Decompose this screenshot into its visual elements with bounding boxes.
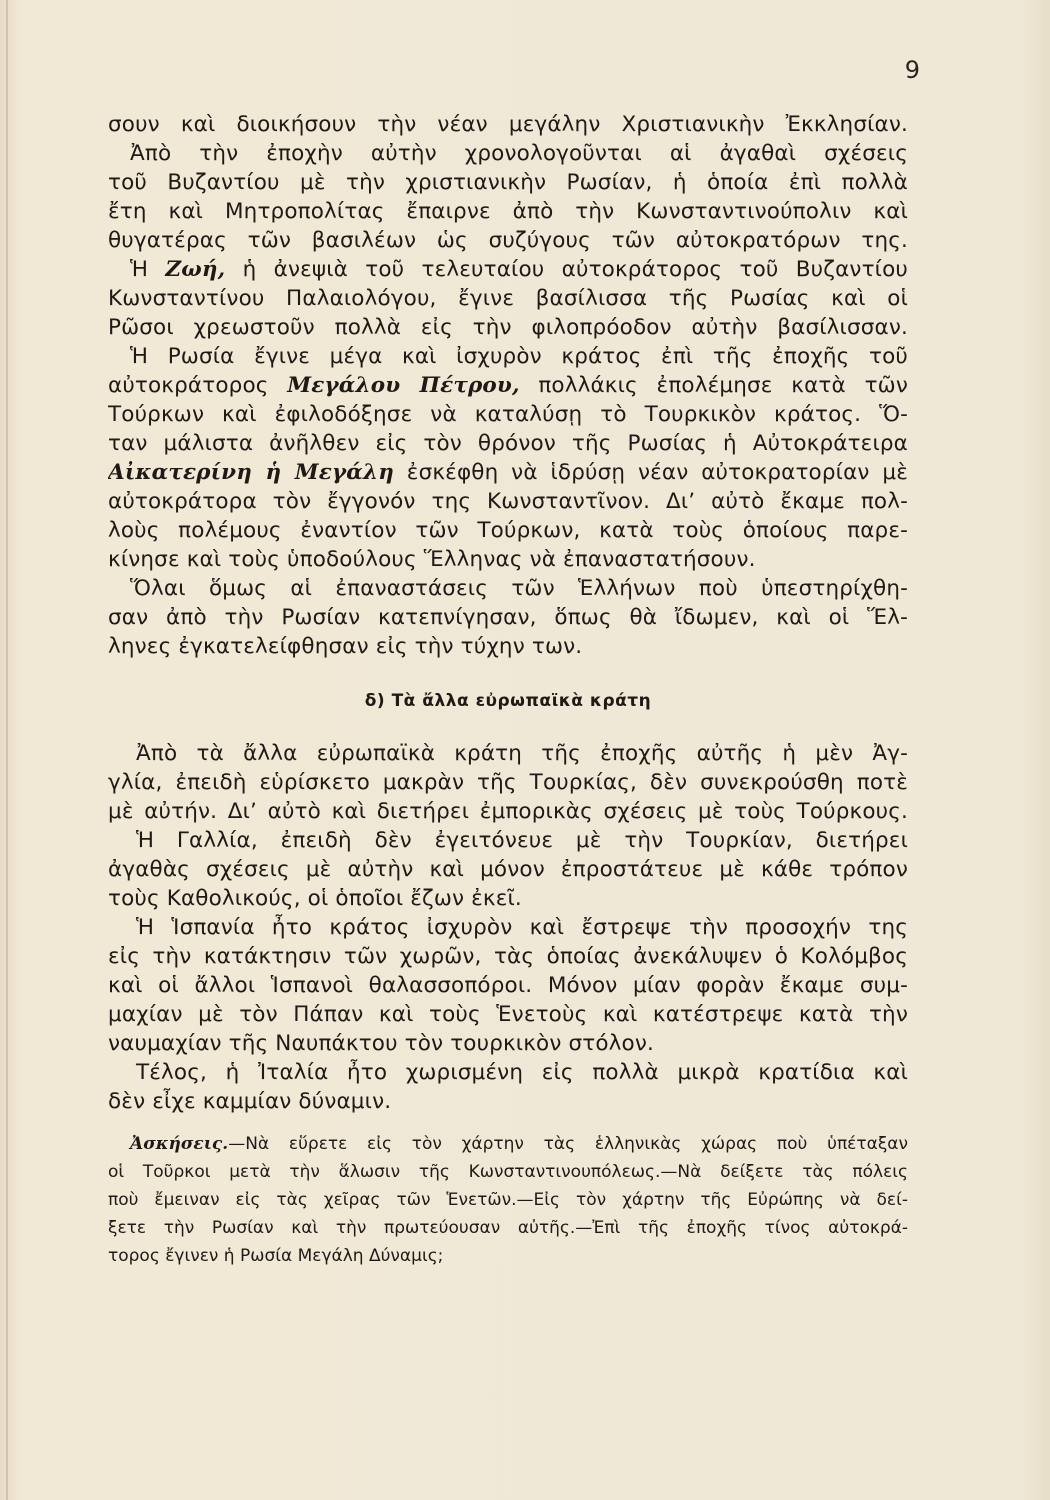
text-span: πολλάκις ἐπολέμησε κατὰ τῶν (519, 373, 908, 398)
text-line: δὲν εἶχε καμμίαν δύναμιν. (108, 1089, 392, 1114)
text-line: Κωνσταντίνου Παλαιολόγου, ἔγινε βασίλισσα τῆς Ρωσίας καὶ οἱ (108, 286, 908, 311)
text-line: ναυμαχίαν τῆς Ναυπάκτου τὸν τουρκικὸν στόλον. (108, 1031, 655, 1056)
text-span: ἡ ἀνεψιὰ τοῦ τελευταίου αὐτοκράτορος τοῦ Βυζαντίου (225, 257, 908, 282)
exercise-line (108, 1130, 908, 1158)
exercises-block (108, 1130, 908, 1270)
text-line (108, 458, 908, 487)
text-line: Τούρκων καὶ ἐφιλοδόξησε νὰ καταλύσῃ τὸ Τουρκικὸν κράτος. Ὅ- (108, 402, 908, 427)
text-line: θυγατέρας τῶν βασιλέων ὡς συζύγους τῶν αὐτοκρατόρων της. (108, 228, 908, 253)
text-line: Ἀπὸ τὰ ἄλλα εὐρωπαϊκὰ κράτη τῆς ἐποχῆς αὐτῆς ἡ μὲν Ἀγ- (136, 741, 908, 766)
exercise-line: ξετε τὴν Ρωσίαν καὶ τὴν πρωτεύουσαν αὐτῆς.—Ἐπὶ τῆς ἐποχῆς τίνος αὐτοκρά- (108, 1218, 908, 1238)
exercise-line: τορος ἔγινεν ἡ Ρωσία Μεγάλη Δύναμις; (108, 1246, 444, 1266)
emphasis-catherine: Αἰκατερίνη ἡ Μεγάλη (108, 460, 394, 485)
text-line: Ἡ Ρωσία ἔγινε μέγα καὶ ἰσχυρὸν κράτος ἐπὶ τῆς ἐποχῆς τοῦ (130, 344, 908, 369)
text-line: τοὺς Καθολικούς, οἱ ὁποῖοι ἔζων ἐκεῖ. (108, 886, 522, 911)
text-line: μὲ αὐτήν. Διʼ αὐτὸ καὶ διετήρει ἐμπορικὰς σχέσεις μὲ τοὺς Τούρκους. (108, 799, 908, 824)
body-text (108, 110, 908, 1270)
text-span: Ἡ (130, 257, 166, 282)
exercise-line: ποὺ ἔμειναν εἰς τὰς χεῖρας τῶν Ἑνετῶν.—Εἰς τὸν χάρτην τῆς Εὐρώπης νὰ δεί- (108, 1190, 908, 1210)
emphasis-peter: Μεγάλου Πέτρου, (287, 373, 520, 398)
text-line: Ἡ Ἱσπανία ἦτο κράτος ἰσχυρὸν καὶ ἔστρεψε τὴν προσοχήν της (136, 915, 908, 940)
text-line: εἰς τὴν κατάκτησιν τῶν χωρῶν, τὰς ὁποίας ἀνεκάλυψεν ὁ Κολόμβος (108, 944, 908, 969)
text-line: γλία, ἐπειδὴ εὑρίσκετο μακρὰν τῆς Τουρκίας, δὲν συνεκρούσθη ποτὲ (108, 770, 908, 795)
text-span: ἐσκέφθη νὰ ἱδρύσῃ νέαν αὐτοκρατορίαν μὲ (393, 460, 908, 485)
text-line: Ἀπὸ τὴν ἐποχὴν αὐτὴν χρονολογοῦνται αἱ ἀγαθαὶ σχέσεις (130, 141, 908, 166)
text-line: Ὅλαι ὅμως αἱ ἐπαναστάσεις τῶν Ἑλλήνων ποὺ ὑπεστηρίχθη- (130, 576, 908, 601)
text-line: καὶ οἱ ἄλλοι Ἱσπανοὶ θαλασσοπόροι. Μόνον μίαν φορὰν ἔκαμε συμ- (108, 973, 908, 998)
exercise-line: οἱ Τοῦρκοι μετὰ τὴν ἅλωσιν τῆς Κωνσταντινουπόλεως.—Νὰ δείξετε τὰς πόλεις (108, 1162, 908, 1182)
section-heading: δ) Τὰ ἄλλα εὐρωπαϊκὰ κράτη (364, 691, 652, 711)
text-line: Τέλος, ἡ Ἰταλία ἦτο χωρισμένη εἰς πολλὰ μικρὰ κρατίδια καὶ (136, 1060, 908, 1085)
text-line: μαχίαν μὲ τὸν Πάπαν καὶ τοὺς Ἑνετοὺς καὶ κατέστρεψε κατὰ τὴν (108, 1002, 908, 1027)
emphasis-zoe: Ζωή, (165, 257, 226, 282)
text-line: Ἡ Γαλλία, ἐπειδὴ δὲν ἐγειτόνευε μὲ τὴν Τουρκίαν, διετήρει (136, 828, 908, 853)
text-line: κίνησε καὶ τοὺς ὑποδούλους Ἕλληνας νὰ ἐπαναστατήσουν. (108, 547, 756, 572)
text-line: Ρῶσοι χρεωστοῦν πολλὰ εἰς τὴν φιλοπρόοδον αὐτὴν βασίλισσαν. (108, 315, 908, 340)
text-line: ἔτη καὶ Μητροπολίτας ἔπαιρνε ἀπὸ τὴν Κωνσταντινούπολιν καὶ (108, 199, 908, 224)
text-line (108, 371, 908, 400)
page-number: 9 (904, 56, 920, 84)
text-line: σαν ἀπὸ τὴν Ρωσίαν κατεπνίγησαν, ὅπως θὰ ἴδωμεν, καὶ οἱ Ἕλ- (108, 605, 908, 630)
text-line: ἀγαθὰς σχέσεις μὲ αὐτὴν καὶ μόνον ἐπροστάτευε μὲ κάθε τρόπον (108, 857, 908, 882)
text-line: σουν καὶ διοικήσουν τὴν νέαν μεγάλην Χριστιανικὴν Ἐκκλησίαν. (108, 112, 908, 137)
text-line: λοὺς πολέμους ἐναντίον τῶν Τούρκων, κατὰ τοὺς ὁποίους παρε- (108, 518, 908, 543)
text-line: αὐτοκράτορα τὸν ἔγγονόν της Κωνσταντῖνον. Διʼ αὐτὸ ἔκαμε πολ- (108, 489, 908, 514)
text-line: ληνες ἐγκατελείφθησαν εἰς τὴν τύχην των. (108, 634, 583, 659)
text-line (108, 255, 908, 284)
text-line: τοῦ Βυζαντίου μὲ τὴν χριστιανικὴν Ρωσίαν, ἡ ὁποία ἐπὶ πολλὰ (108, 170, 908, 195)
text-span: αὐτοκράτορος (108, 373, 288, 398)
exercises-label: Ἀσκήσεις. (130, 1134, 229, 1154)
text-span: —Νὰ εὕρετε εἰς τὸν χάρτην τὰς ἑλληνικὰς χώρας ποὺ ὑπέταξαν (228, 1134, 908, 1154)
text-line: ταν μάλιστα ἀνῆλθεν εἰς τὸν θρόνον τῆς Ρωσίας ἡ Αὐτοκράτειρα (108, 431, 908, 456)
page-edge (6, 0, 8, 1500)
